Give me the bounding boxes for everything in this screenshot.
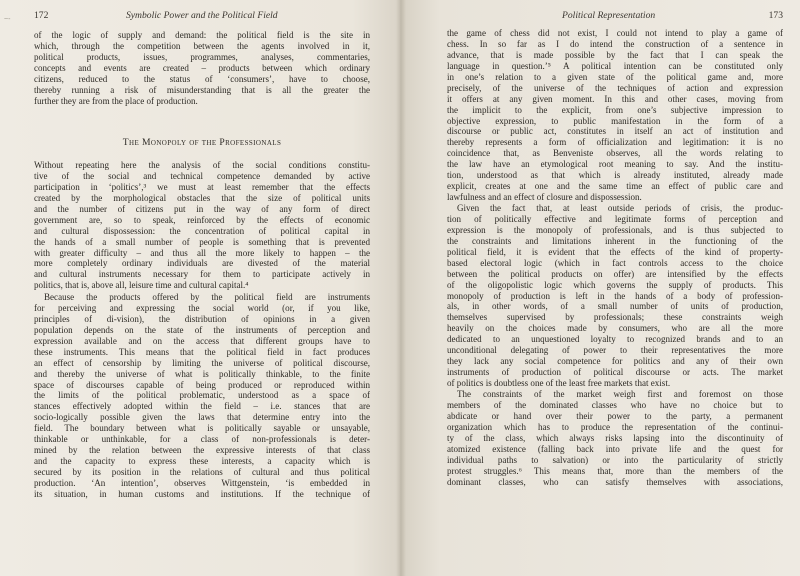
text-line: which, through the competition between the agents involved in it, bbox=[34, 40, 370, 51]
text-line: dominant classes, who can satisfy themselves with associations, bbox=[447, 476, 783, 487]
text-line: instruments of production of political discourse or acts. The market bbox=[447, 367, 783, 378]
text-line: objective expression, to public manifestation in the form of a bbox=[447, 115, 783, 126]
text-line: principles of di-vision), the distribution of opinions in a given bbox=[34, 313, 370, 324]
left-paragraph-1 bbox=[34, 30, 370, 107]
text-line: stances effectively adopted within the field – i.e. stances that are bbox=[34, 401, 370, 412]
text-line: secured by its position in the relations of cultural and thus political bbox=[34, 467, 370, 477]
text-line: thereby represents a form of officialization and legitimation: it is no bbox=[447, 137, 783, 148]
book-gutter-shadow bbox=[396, 0, 406, 576]
text-line: the game of chess did not exist, I could not intend to play a game of bbox=[447, 28, 783, 38]
right-page bbox=[400, 0, 800, 576]
text-line: concepts and events are created – products between which ordinary bbox=[34, 62, 370, 73]
text-line: and thereby the universe of what is politically thinkable, to the finite bbox=[34, 368, 370, 379]
text-line: government are, so to speak, reinforced by the effects of economic bbox=[34, 214, 370, 225]
text-line: citizens, reduced to the status of ‘consumers’, have to choose, bbox=[34, 73, 370, 84]
section-heading: The Monopoly of the Professionals bbox=[122, 137, 282, 148]
text-line: explicit, creates at one and the same time an effect of public care and bbox=[447, 181, 783, 192]
text-line: an effect of censorship by limiting the universe of political discourse, bbox=[34, 357, 370, 368]
text-line: the law have an etymological root meaning to say. And the institu- bbox=[447, 159, 783, 170]
text-line: themselves supervised by professionals; these constraints weigh bbox=[447, 312, 783, 323]
text-line: the limits of the political problematic, understood as a space of bbox=[34, 390, 370, 401]
text-line: of the oligopolistic logic which governs the supply of products. This bbox=[447, 279, 783, 290]
text-line: and cultural instruments necessary for them to participate actively in bbox=[34, 269, 370, 280]
text-line: further they are from the place of production. bbox=[34, 95, 198, 106]
text-line: lawfulness and an effect of closure and dispossession. bbox=[447, 192, 642, 203]
text-line: coincidence that, as Benveniste observes, all the words relating to bbox=[447, 148, 783, 159]
text-line: and the capacity to express these interests, a capacity which is bbox=[34, 456, 370, 467]
text-line: discourse or public act, constitutes in itself an act of institution and bbox=[447, 126, 783, 137]
text-line: of the logic of supply and demand: the political field is the site in bbox=[34, 30, 370, 40]
text-line: of politics is doubtless one of the least free markets that exist. bbox=[447, 378, 671, 388]
text-line: thinkable or unthinkable, for a class of non-professionals is deter- bbox=[34, 434, 370, 445]
text-line: precisely, of the universe of the techniques of action and expression bbox=[447, 82, 783, 93]
right-paragraph-3 bbox=[447, 389, 783, 487]
text-line: between the political products on offer) are intensified by the effects bbox=[447, 268, 783, 279]
text-line: chess. In so far as I do intend the construction of a sentence in bbox=[447, 38, 783, 49]
right-paragraph-2 bbox=[447, 203, 783, 389]
text-line: mined by the relation between the expressive interests of that class bbox=[34, 445, 370, 456]
text-line: tion, understood as that which is already instituted, already made bbox=[447, 170, 783, 181]
text-line: participation in ‘politics’,³ we must at least remember that the effects bbox=[34, 181, 370, 192]
right-running-head: Political Representation bbox=[562, 10, 656, 21]
text-line: field. The boundary between what is politically sayable or unsayable, bbox=[34, 423, 370, 434]
text-line: they lack any social competence for politics and any of their own bbox=[447, 356, 783, 367]
text-line: and the number of citizens put in the way of any form of direct bbox=[34, 203, 370, 214]
text-line: abdicate or hand over their power to the party, a permanent bbox=[447, 410, 783, 421]
text-line: political products, issues, programmes, analyses, commentaries, bbox=[34, 51, 370, 62]
text-line: thereby running a risk of misunderstanding that is all the greater the bbox=[34, 84, 370, 95]
text-line: atomized existence (falling back into private life and the quest for bbox=[447, 443, 783, 454]
text-line: its situation, in human customs and institutions. If the technique of bbox=[34, 488, 370, 499]
text-line: organization which has to produce the representation of the continui- bbox=[447, 421, 783, 432]
text-line: space of discourses capable of being produced or reproduced within bbox=[34, 379, 370, 390]
left-paragraph-2 bbox=[34, 160, 370, 291]
text-line: Because the products offered by the political field are instruments bbox=[44, 292, 370, 302]
text-line: heavily on the choices made by consumers, who are all the more bbox=[447, 323, 783, 334]
right-page-number: 173 bbox=[768, 10, 783, 21]
text-line: monopoly of production is left in the hands of a body of profession- bbox=[447, 290, 783, 301]
text-line: dedicated to an unquestioned loyalty to recognized brands and to an bbox=[447, 334, 783, 345]
text-line: expression available and on the access that different groups have to bbox=[34, 335, 370, 346]
right-paragraph-1 bbox=[447, 28, 783, 203]
text-line: unconditional delegating of power to their representatives the more bbox=[447, 345, 783, 356]
text-line: in one’s relation to a given state of the political game and, more bbox=[447, 71, 783, 82]
text-line: production. ‘An intention’, observes Wittgenstein, ‘is embedded in bbox=[34, 477, 370, 488]
text-line: tion of politically effective and legitimate forms of perception and bbox=[447, 213, 783, 224]
text-line: expression is the monopoly of professionals, and is thus subjected to bbox=[447, 224, 783, 235]
text-line: it offers at any given moment. In this and other cases, moving from bbox=[447, 93, 783, 104]
text-line: advance, that is made possible by the fact that I can speak the bbox=[447, 49, 783, 60]
text-line: for perceiving and expressing the social world (or, if you like, bbox=[34, 302, 370, 313]
text-line: Given the fact that, at least outside periods of crisis, the produc- bbox=[457, 203, 783, 213]
text-line: ty of the class, which always risks lapsing into the discontinuity of bbox=[447, 432, 783, 443]
left-page-number: 172 bbox=[34, 10, 49, 21]
pencil-mark: ~- bbox=[4, 16, 11, 23]
text-line: members of the dominated classes who have no choice but to bbox=[447, 399, 783, 410]
text-line: the implicit to the explicit, from one’s subjective impression to bbox=[447, 104, 783, 115]
left-paragraph-3 bbox=[34, 292, 370, 500]
text-line: individual paths to salvation) or into the particularity of strictly bbox=[447, 454, 783, 465]
text-line: tive of the social and technical competence demanded by active bbox=[34, 170, 370, 181]
text-line: Without repeating here the analysis of the social conditions constitu- bbox=[34, 160, 370, 170]
text-line: and cultural dispossession: the concentration of political capital in bbox=[34, 225, 370, 236]
text-line: these instruments. This means that the political field in fact produces bbox=[34, 346, 370, 357]
text-line: als, in other words, of a small number of units of production, bbox=[447, 301, 783, 312]
text-line: language in question.’⁵ A political intention can be constituted only bbox=[447, 60, 783, 71]
text-line: the hands of a small number of people is something that is prevented bbox=[34, 236, 370, 247]
text-line: the constraints and limitations inherent in the functioning of the bbox=[447, 235, 783, 246]
text-line: population depends on the state of the instruments of perception and bbox=[34, 324, 370, 335]
text-line: The constraints of the market weigh first and foremost on those bbox=[457, 389, 783, 399]
text-line: more completely ordinary individuals are divested of the material bbox=[34, 258, 370, 269]
left-running-head: Symbolic Power and the Political Field bbox=[126, 10, 278, 21]
text-line: protest struggles.⁶ This means that, more than the members of the bbox=[447, 465, 783, 476]
text-line: politics, that is, above all, leisure time and cultural capital.⁴ bbox=[34, 280, 249, 291]
text-line: based electoral logic (which in fact controls access to the choice bbox=[447, 257, 783, 268]
text-line: with greater difficulty – and thus all the more likely to happen – the bbox=[34, 247, 370, 258]
text-line: socio-logically possible given the laws that determine entry into the bbox=[34, 412, 370, 423]
text-line: created by the morphological obstacles that the size of political units bbox=[34, 192, 370, 203]
text-line: political field, it is evident that the effects of the kind of property- bbox=[447, 246, 783, 257]
